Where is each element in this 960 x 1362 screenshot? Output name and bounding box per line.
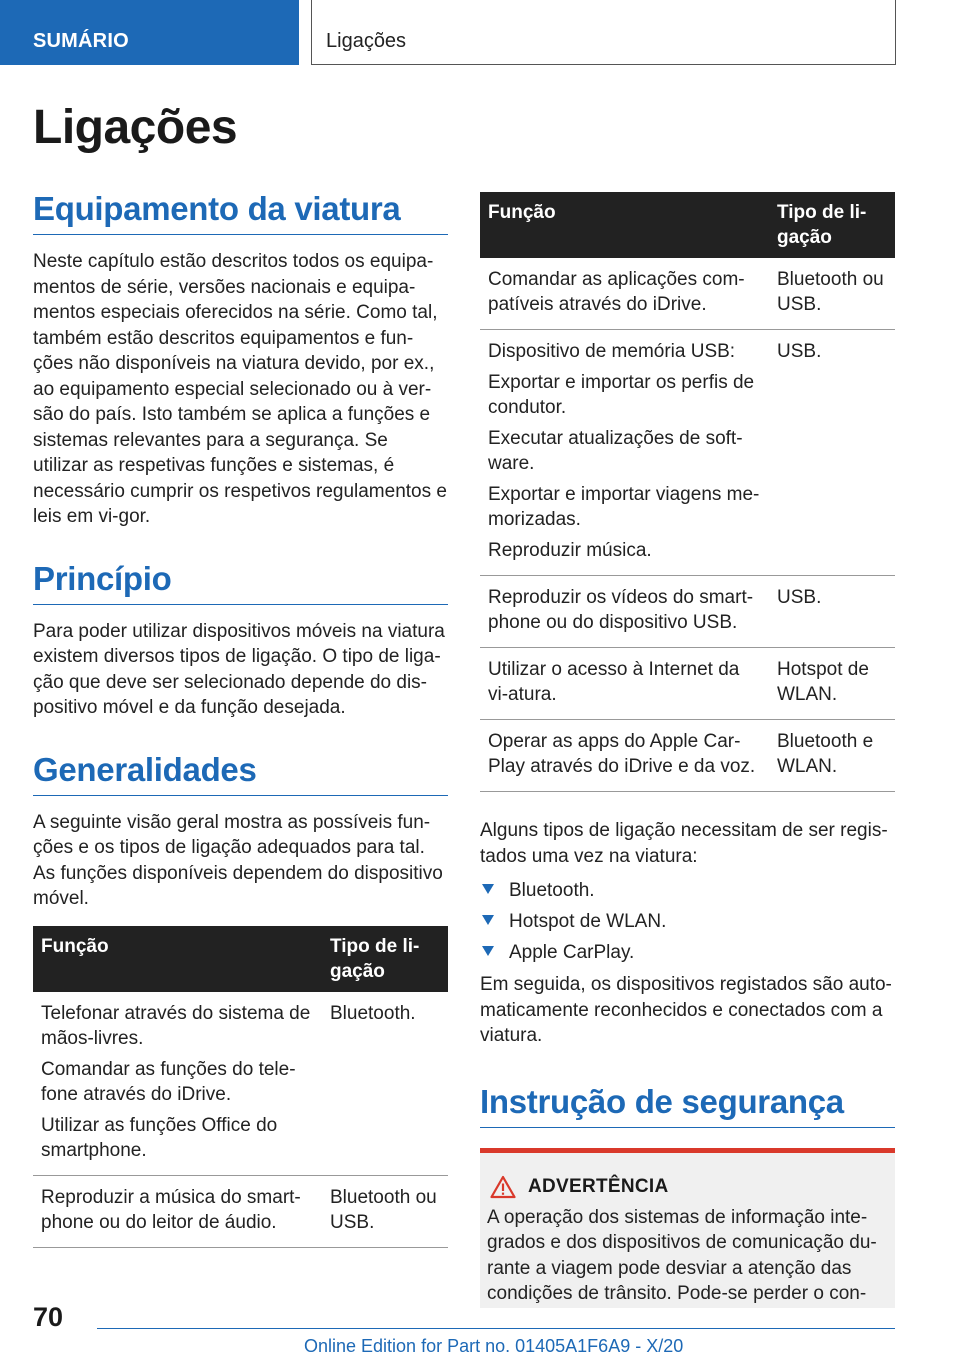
list-item	[480, 937, 895, 968]
registration-list	[480, 875, 895, 968]
connection-table-right	[480, 192, 895, 792]
table-cell-tipo: Bluetooth e WLAN.	[769, 720, 895, 792]
paragraph-registo-after: Em seguida, os dispositivos registados são auto-maticamente reconhecidos e conectados com a viatura.	[480, 974, 892, 1046]
table-cell-funcao	[480, 258, 769, 330]
connection-table-left	[33, 926, 448, 1248]
heading-equipamento: Equipamento da viatura	[33, 190, 448, 235]
left-column	[33, 190, 448, 1248]
column-header-tipo: Tipo de li-gação	[322, 926, 448, 992]
warning-text: A operação dos sistemas de informação inte-grados e dos dispositivos de comunicação du-rante a viagem pode desviar a atenção das condições de trânsito. Pode-se perder o con-	[487, 1206, 877, 1304]
table-row	[33, 992, 448, 1176]
table-cell-line: Utilizar as funções Office do smartphone.	[41, 1114, 278, 1161]
table-row	[33, 1175, 448, 1247]
page-number: 70	[33, 1302, 64, 1332]
table-cell-line: Operar as apps do Apple Car-Play através do iDrive e da voz.	[488, 731, 756, 777]
table-cell-tipo: Bluetooth ou USB.	[322, 1175, 448, 1247]
paragraph-registo: Alguns tipos de ligação necessitam de ser regis-tados uma vez na viatura:	[480, 820, 888, 867]
triangle-bullet-icon	[482, 915, 494, 925]
column-header-funcao: Função	[480, 192, 769, 258]
table-row	[480, 720, 895, 792]
footer-divider	[97, 1328, 895, 1329]
list-item	[480, 906, 895, 937]
table-cell-tipo: USB.	[769, 576, 895, 648]
table-cell-line: Exportar e importar os perfis de condutor.	[488, 372, 755, 418]
heading-generalidades: Generalidades	[33, 751, 448, 796]
table-row	[480, 330, 895, 576]
table-cell-line: Dispositivo de memória USB:	[488, 341, 736, 362]
table-cell-line: Comandar as aplicações com-patíveis através do iDrive.	[488, 269, 745, 315]
table-cell-funcao	[480, 648, 769, 720]
list-item-label: Bluetooth.	[509, 880, 595, 901]
page-title: Ligações	[33, 101, 238, 154]
triangle-bullet-icon	[482, 884, 494, 894]
column-header-tipo: Tipo de li-gação	[769, 192, 895, 258]
footer-edition: Online Edition for Part no. 01405A1F6A9 - X/20	[304, 1336, 684, 1356]
column-header-funcao: Função	[33, 926, 322, 992]
table-cell-tipo: USB.	[769, 330, 895, 576]
right-column	[480, 192, 895, 1308]
heading-seguranca: Instrução de segurança	[480, 1083, 895, 1128]
table-cell-line: Telefonar através do sistema de mãos-livres.	[41, 1002, 311, 1049]
triangle-bullet-icon	[482, 946, 494, 956]
summary-tab[interactable]: SUMÁRIO	[0, 0, 299, 65]
warning-box	[480, 1148, 895, 1308]
table-cell-funcao	[33, 1175, 322, 1247]
table-row	[480, 648, 895, 720]
table-cell-funcao	[480, 330, 769, 576]
section-title: Ligações	[311, 0, 896, 65]
table-cell-line: Reproduzir a música do smart-phone ou do leitor de áudio.	[41, 1186, 301, 1233]
table-cell-funcao	[33, 992, 322, 1176]
list-item	[480, 875, 895, 906]
warning-triangle-icon	[490, 1175, 516, 1199]
heading-principio: Princípio	[33, 560, 448, 605]
paragraph-equipamento: Neste capítulo estão descritos todos os equipa-mentos de série, versões nacionais e equipa-mentos especiais oferecidos na série. Como tal, também estão descritos equipamentos e fun-ções não disponíveis na viatura devido, por ex., ao equipamento especial selecionado ou à ver-são do país. Isto também se aplica a funções e sistemas relevantes para a segurança. Se utilizar as respetivas funções e sistemas, é necessário cumprir os respetivos regulamentos e leis em vi-gor.	[33, 251, 447, 527]
table-cell-line: Reproduzir música.	[488, 540, 652, 561]
table-cell-line: Comandar as funções do tele-fone através do iDrive.	[41, 1058, 296, 1105]
table-row	[480, 576, 895, 648]
warning-title: ADVERTÊNCIA	[528, 1175, 669, 1197]
table-cell-tipo: Bluetooth.	[322, 992, 448, 1176]
table-cell-tipo: Bluetooth ou USB.	[769, 258, 895, 330]
list-item-label: Apple CarPlay.	[509, 942, 635, 963]
warning-header	[487, 1175, 887, 1199]
table-row	[480, 258, 895, 330]
table-cell-funcao	[480, 720, 769, 792]
list-item-label: Hotspot de WLAN.	[509, 911, 667, 932]
table-cell-funcao	[480, 576, 769, 648]
table-cell-line: Executar atualizações de soft-ware.	[488, 428, 743, 474]
table-cell-tipo: Hotspot de WLAN.	[769, 648, 895, 720]
table-cell-line: Reproduzir os vídeos do smart-phone ou do dispositivo USB.	[488, 587, 754, 633]
table-cell-line: Exportar e importar viagens me-morizadas.	[488, 484, 760, 530]
table-cell-line: Utilizar o acesso à Internet da vi-atura.	[488, 659, 740, 705]
paragraph-principio: Para poder utilizar dispositivos móveis na viatura existem diversos tipos de ligação. O tipo de liga-ção que deve ser selecionado depende do dis-positivo móvel e da função desejada.	[33, 620, 445, 718]
paragraph-generalidades: A seguinte visão geral mostra as possíveis fun-ções e os tipos de ligação adequados para tal. As funções disponíveis dependem do dispositivo móvel.	[33, 811, 443, 909]
